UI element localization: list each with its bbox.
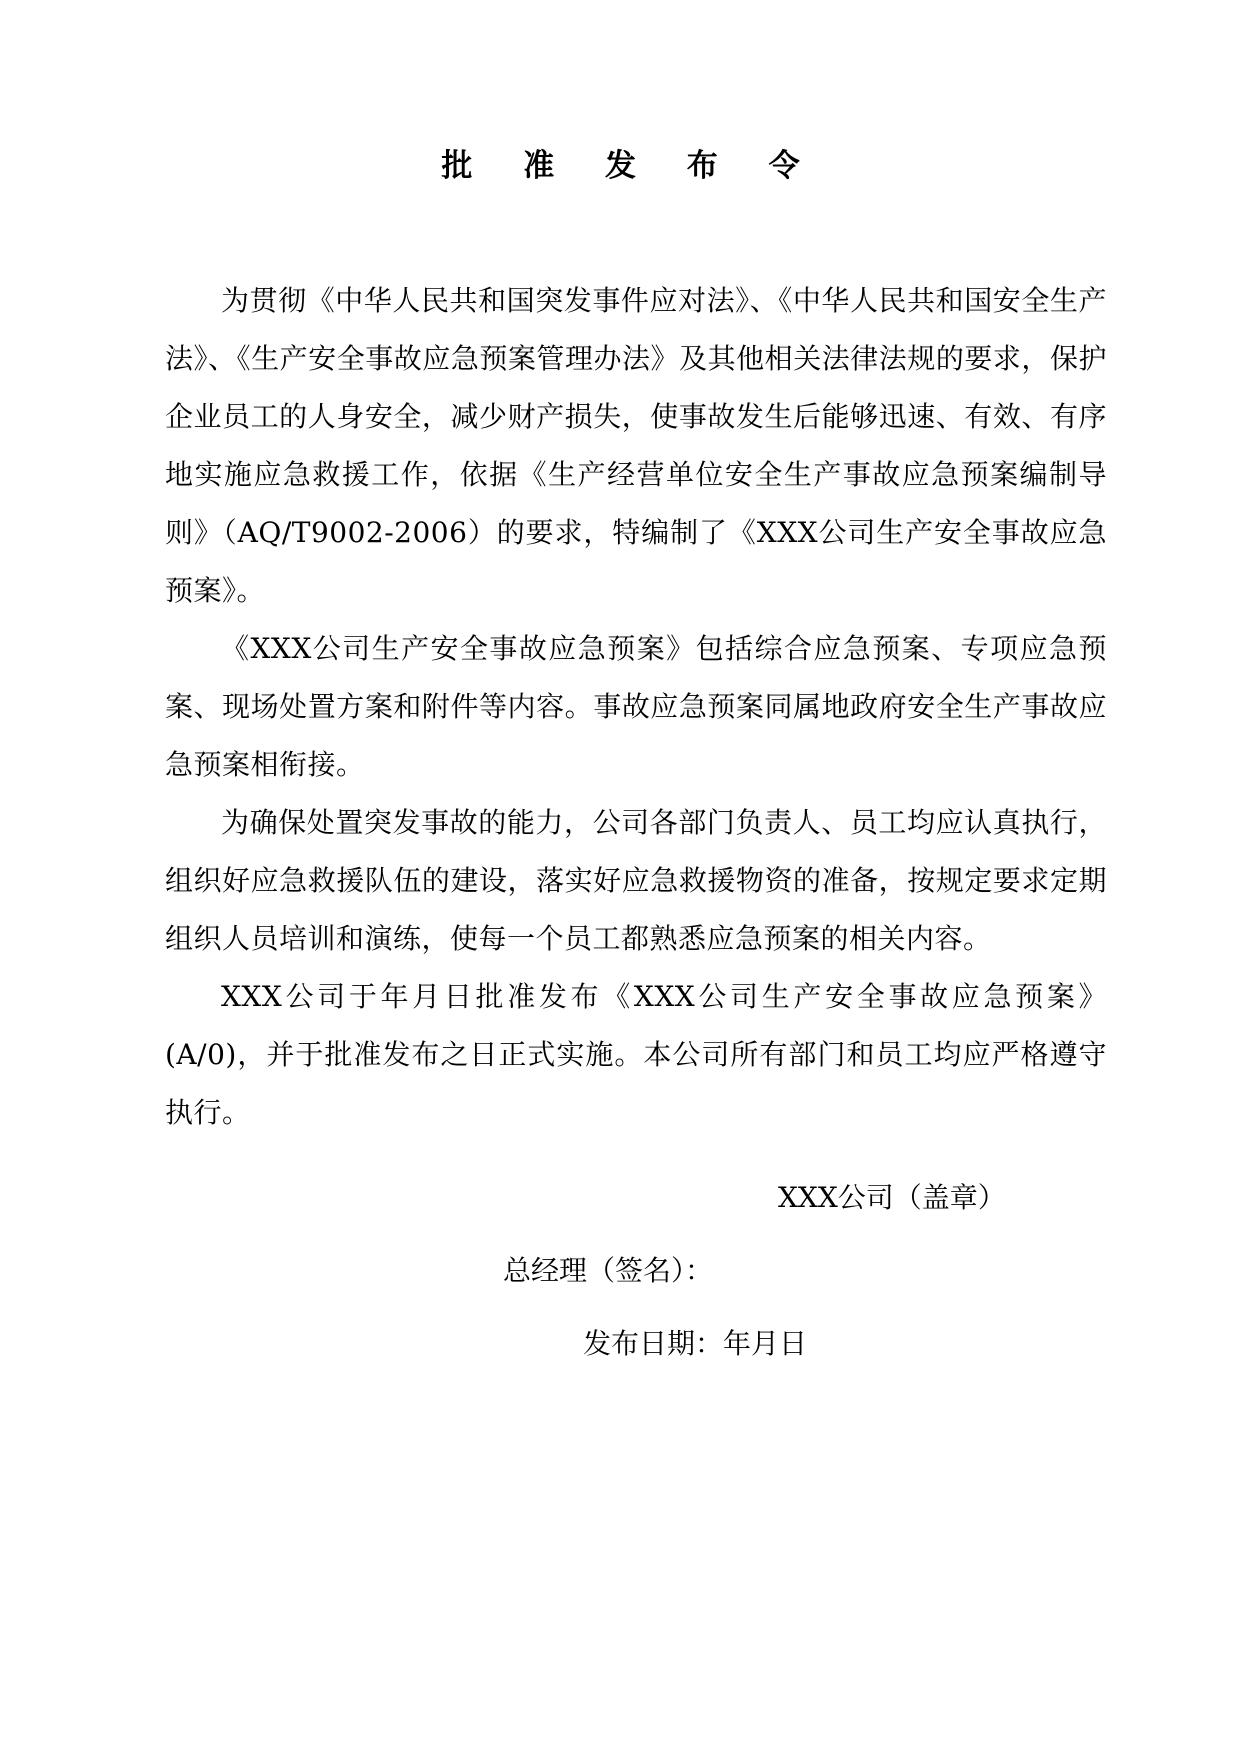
document-body xyxy=(165,272,1107,1142)
paragraph-contents: 《XXX公司生产安全事故应急预案》包括综合应急预案、专项应急预案、现场处置方案和附件等内容。事故应急预案同属地政府安全生产事故应急预案相衔接。 xyxy=(165,632,1107,781)
signature-company-seal: XXX公司（盖章） xyxy=(778,1181,1006,1214)
document-title: 批 准 发 布 令 xyxy=(441,148,820,184)
signature-release-date: 发布日期：年月日 xyxy=(583,1327,808,1360)
paragraph-purpose: 为贯彻《中华人民共和国突发事件应对法》、《中华人民共和国安全生产法》、《生产安全事故应急预案管理办法》及其他相关法律法规的要求，保护企业员工的人身安全，减少财产损失，使事故发生后能够迅速、有效、有序地实施应急救援工作，依据《生产经营单位安全生产事故应急预案编制导则》（AQ/T9002-2006）的要求，特编制了《XXX公司生产安全事故应急预案》。 xyxy=(165,284,1107,607)
signature-general-manager: 总经理（签名）： xyxy=(503,1254,714,1287)
paragraph-requirements: 为确保处置突发事故的能力，公司各部门负责人、员工均应认真执行，组织好应急救援队伍的建设，落实好应急救援物资的准备，按规定要求定期组织人员培训和演练，使每一个员工都熟悉应急预案的相关内容。 xyxy=(165,806,1107,955)
paragraph-release: XXX公司于年月日批准发布《XXX公司生产安全事故应急预案》(A/0)，并于批准发布之日正式实施。本公司所有部门和员工均应严格遵守执行。 xyxy=(165,980,1107,1129)
